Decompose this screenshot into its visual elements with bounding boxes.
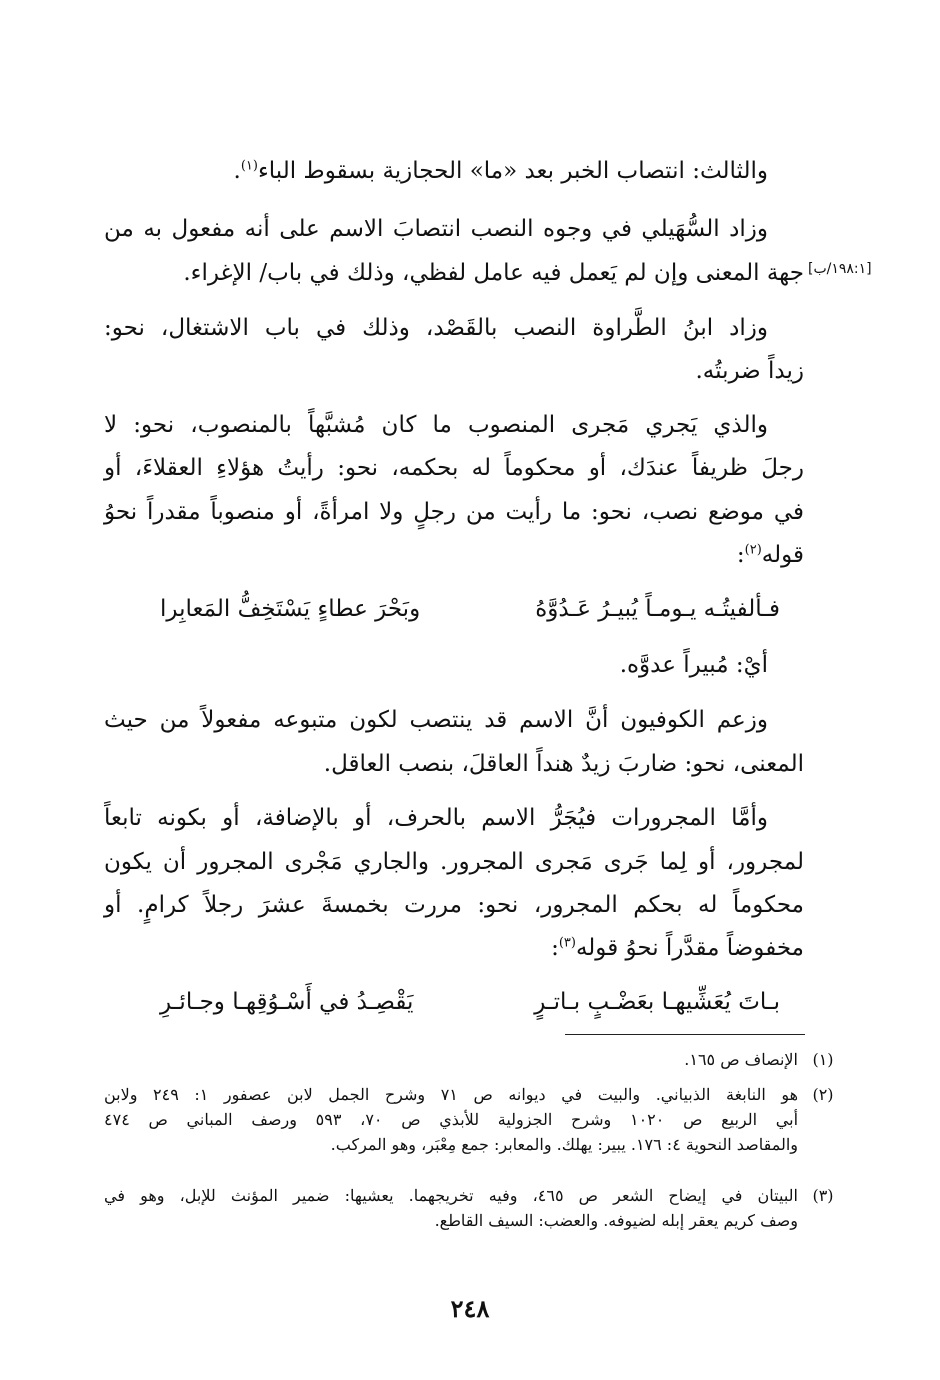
footnote-2-line-2: أبي الربيع ص ١٠٢٠ وشرح الجزولية للأبذي ص ٧٠، ٥٩٣ ورصف المباني ص ٤٧٤ (104, 1110, 799, 1129)
paragraph-kufiyun-line-2: المعنى، نحو: ضاربَ زيدٌ هنداً العاقلَ، بنصب العاقل. (323, 751, 804, 777)
main-text (104, 0, 804, 1000)
paragraph-suhayli-line-1: وزاد السُّهَيلي في وجوه النصب انتصابَ الاسم على أنه مفعول به من (104, 216, 768, 242)
paragraph-ay: أيْ: مُبيراً عدوَّه. (619, 652, 768, 678)
paragraph-tarawa-line-2: زيداً ضربتُه. (695, 358, 804, 384)
verse-2-second-hemistich: يَقْصِـدُ في أَسْـوُقِهـا وجـائـرِ (160, 989, 414, 1015)
verse-1 (160, 592, 780, 626)
footnote-3 (104, 1184, 834, 1234)
footnote-3-line-1: البيتان في إيضاح الشعر ص ٤٦٥، وفيه تخريجهما. يعشيها: ضمير المؤنث للإبل، وهو في (104, 1186, 798, 1205)
footnote-ref-2: (٢) (744, 542, 762, 558)
paragraph-majrurat-line-3: محكوماً له بحكم المجرور، نحو: مررت بخمسةَ عشرَ رجلاً كرامٍ. أو (104, 892, 804, 918)
footnote-3-line-2: وصف كريم يعقر إبله لضيوفه. والعضب: السيف القاطع. (434, 1211, 798, 1230)
paragraph-mansub-line-1: والذي يَجري مَجرى المنصوب ما كان مُشبَّهاً بالمنصوب، نحو: لا (104, 412, 768, 438)
paragraph-mansub-line-2: رجلَ ظريفاً عندَك، أو محكوماً له بحكمه، نحو: رأيتُ هؤلاءِ العقلاءَ، أو (104, 455, 804, 481)
verse-1-second-hemistich: وبَحْرَ عطاءٍ يَسْتَخِفُّ المَعابِرا (160, 596, 421, 622)
footnote-3-number: (٣) (812, 1186, 834, 1205)
footnote-2-number: (٢) (812, 1085, 834, 1104)
footnote-2 (104, 1083, 834, 1157)
paragraph-majrurat-line-4: مخفوضاً مقدَّراً نحوُ قوله$^{(٣)}$: (551, 935, 804, 961)
footnote-1-line-1: الإنصاف ص ١٦٥. (684, 1050, 798, 1069)
paragraph-tarawa-line-1: وزاد ابنُ الطَّراوة النصب بالقَصْد، وذلك في باب الاشتغال، نحو: (104, 315, 768, 341)
paragraph-kufiyun-line-1: وزعم الكوفيون أنَّ الاسم قد ينتصب لكون متبوعه مفعولاً من حيث (104, 707, 768, 733)
verse-2 (160, 985, 780, 1019)
paragraph-suhayli-line-2: جهة المعنى وإن لم يَعمل فيه عامل لفظي، وذلك في باب/ الإغراء. (183, 260, 804, 286)
footnote-2-line-3: والمقاصد النحوية ٤: ١٧٦. يبير: يهلك. والمعابر: جمع مِعْبَر، وهو المركب. (330, 1135, 798, 1154)
page-number: ٢٤٨ (450, 1294, 490, 1323)
footnote-1-number: (١) (812, 1050, 834, 1069)
footnote-2-line-1: هو النابغة الذبياني. والبيت في ديوانه ص ٧١ وشرح الجمل لابن عصفور ١: ٢٤٩ ولابن (104, 1085, 799, 1104)
paragraph-mansub-line-3: في موضع نصب، نحو: ما رأيت من رجلٍ ولا امرأةً، أو منصوباً مقدراً نحوُ (104, 499, 804, 525)
verse-1-first-hemistich: فـألفيتُـه يـومـاً يُبيـرُ عَـدُوَّهُ (535, 596, 780, 622)
paragraph-majrurat-line-1: وأمَّا المجرورات فيُجَرُّ الاسم بالحرف، أو بالإضافة، أو بكونه تابعاً (104, 805, 768, 831)
paragraph-majrurat-line-2: لمجرور، أو لِما جَرى مَجرى المجرور. والجاري مَجْرى المجرور أن يكون (104, 849, 804, 875)
paragraph-mansub-line-4: قوله$^{(٢)}$: (736, 542, 804, 568)
footnote-1 (104, 1048, 834, 1072)
paragraph-third-case: والثالث: انتصاب الخبر بعد «ما» الحجازية بسقوط الباء$^{(١)}$. (233, 158, 768, 184)
footnote-ref-3: (٣) (558, 935, 576, 951)
footnote-ref-1: (١) (240, 158, 258, 174)
manuscript-folio-reference: [١٩٨:١/ب] (808, 261, 872, 277)
footnote-separator (565, 1034, 805, 1035)
verse-2-first-hemistich: بـاتَ يُعَشِّيهـا بعَضْـبٍ بـاتـرٍ (534, 989, 780, 1015)
